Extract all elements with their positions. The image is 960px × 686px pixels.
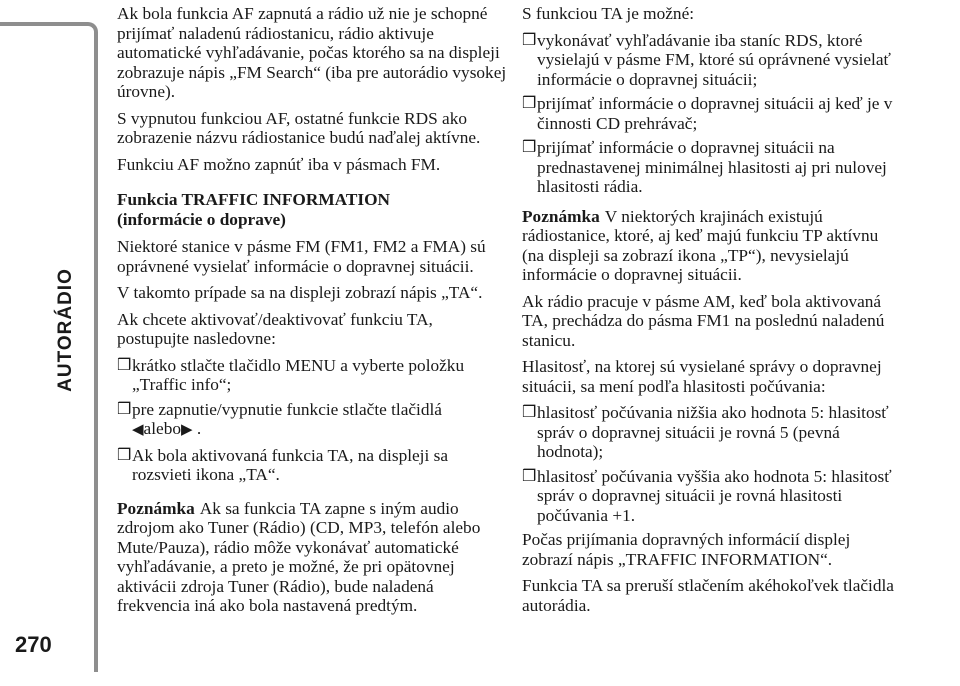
checkbox-bullet-icon: ❒: [117, 400, 132, 418]
list-item-end: .: [196, 419, 202, 438]
paragraph: Ak chcete aktivovať/deaktivovať funkciu TA, postupujte nasledovne:: [117, 309, 433, 348]
checkbox-bullet-icon: ❒: [522, 139, 537, 156]
list-item-text: prijímať informácie o dopravnej situácii aj keď je v činnosti CD prehrávač;: [537, 94, 893, 133]
left-column: [117, 4, 507, 623]
list-item-text: krátko stlačte tlačidlo MENU a vyberte položku „Traffic info“;: [132, 355, 465, 394]
note-text: Ak sa funkcia TA zapne s iným audio zdrojom ako Tuner (Rádio) (CD, MP3, telefón alebo Mute/Pauza), rádio môže vykonávať automatické vyhľadávanie, a preto je možné, že pri opätovnej aktivácii zdroja Tuner (Rádio), bude naladená frekvencia iná ako bola nastavená predtým.: [117, 498, 481, 615]
paragraph: Funkciu AF možno zapnúť iba v pásmach FM.: [117, 154, 441, 174]
list-item: [522, 467, 904, 526]
checkbox-bullet-icon: ❒: [117, 446, 132, 464]
paragraph: S vypnutou funkciou AF, ostatné funkcie RDS ako zobrazenie názvu rádiostanice budú naďalej aktívne.: [117, 108, 481, 147]
note: [117, 499, 507, 616]
section-label: AUTORÁDIO: [55, 268, 76, 392]
list-item: [522, 94, 904, 133]
page-number: 270: [15, 632, 52, 657]
heading-line: Funkcia TRAFFIC INFORMATION: [117, 190, 390, 209]
paragraph: Počas prijímania dopravných informácií displej zobrazí nápis „TRAFFIC INFORMATION“.: [522, 530, 851, 569]
list-item-text: hlasitosť počúvania vyššia ako hodnota 5: hlasitosť správ o dopravnej situácii je rovná hlasitosti počúvania +1.: [537, 466, 892, 525]
checkbox-bullet-icon: ❒: [522, 95, 537, 112]
paragraph: Hlasitosť, na ktorej sú vysielané správy o dopravnej situácii, sa mení podľa hlasitosti počúvania:: [522, 357, 882, 396]
heading-subline: (informácie o doprave): [117, 209, 286, 229]
checkbox-bullet-icon: ❒: [522, 404, 537, 421]
paragraph: Ak bola funkcia AF zapnutá a rádio už nie je schopné prijímať naladenú rádiostanicu, rádio aktivuje automatické vyhľadávanie, počas ktorého sa na displeji zobrazuje nápis „FM Search“ (iba pre autorádio vysokej úrovne).: [117, 4, 507, 101]
list-item: [117, 400, 507, 441]
checkbox-bullet-icon: ❒: [522, 467, 537, 485]
paragraph: Funkcia TA sa preruší stlačením akéhokoľvek tlačidla autorádia.: [522, 576, 894, 615]
checkbox-bullet-icon: ❒: [117, 356, 132, 374]
list-item-text: hlasitosť počúvania nižšia ako hodnota 5: hlasitosť správ o dopravnej situácii je rovná 5 (pevná hodnota);: [537, 403, 889, 461]
note-label: Poznámka: [117, 498, 195, 518]
checkbox-bullet-icon: ❒: [522, 31, 537, 49]
paragraph: S funkciou TA je možné:: [522, 4, 695, 23]
note: [522, 207, 904, 285]
or-text: alebo: [143, 419, 181, 438]
paragraph: Niektoré stanice v pásme FM (FM1, FM2 a FMA) sú oprávnené vysielať informácie o dopravnej situácii.: [117, 237, 486, 276]
list-item-text: prijímať informácie o dopravnej situácii na prednastavenej minimálnej hlasitosti aj pri nulovej hlasitosti rádia.: [537, 138, 887, 196]
list-item-text: Ak bola aktivovaná funkcia TA, na displeji sa rozsvieti ikona „TA“.: [132, 445, 448, 484]
list-item: [117, 446, 507, 485]
sidebar-frame: [0, 22, 98, 672]
note-label: Poznámka: [522, 206, 600, 226]
list-item: [522, 138, 904, 197]
right-column: [522, 4, 904, 622]
list-item-text: vykonávať vyhľadávanie iba staníc RDS, ktoré vysielajú v pásme FM, ktoré sú oprávnené vysielať informácie o dopravnej situácii;: [537, 30, 891, 89]
paragraph: Ak rádio pracuje v pásme AM, keď bola aktivovaná TA, prechádza do pásma FM1 na poslednú naladenú stanicu.: [522, 291, 885, 350]
list-item: [522, 31, 904, 90]
list-item-text: pre zapnutie/vypnutie funkcie stlačte tlačidlá: [132, 399, 442, 419]
list-item: [117, 356, 507, 395]
list-item: [522, 403, 904, 462]
right-arrow-icon: ▶: [180, 422, 193, 438]
section-heading: [117, 190, 507, 229]
note-text: V niektorých krajinách existujú rádiostanice, ktoré, aj keď majú funkciu TP aktívnu (na displeji sa zobrazí ikona „TP“), nevysielajú informácie o dopravnej situácii.: [522, 206, 879, 284]
paragraph: V takomto prípade sa na displeji zobrazí nápis „TA“.: [117, 283, 483, 302]
left-arrow-icon: ◀: [132, 422, 144, 438]
